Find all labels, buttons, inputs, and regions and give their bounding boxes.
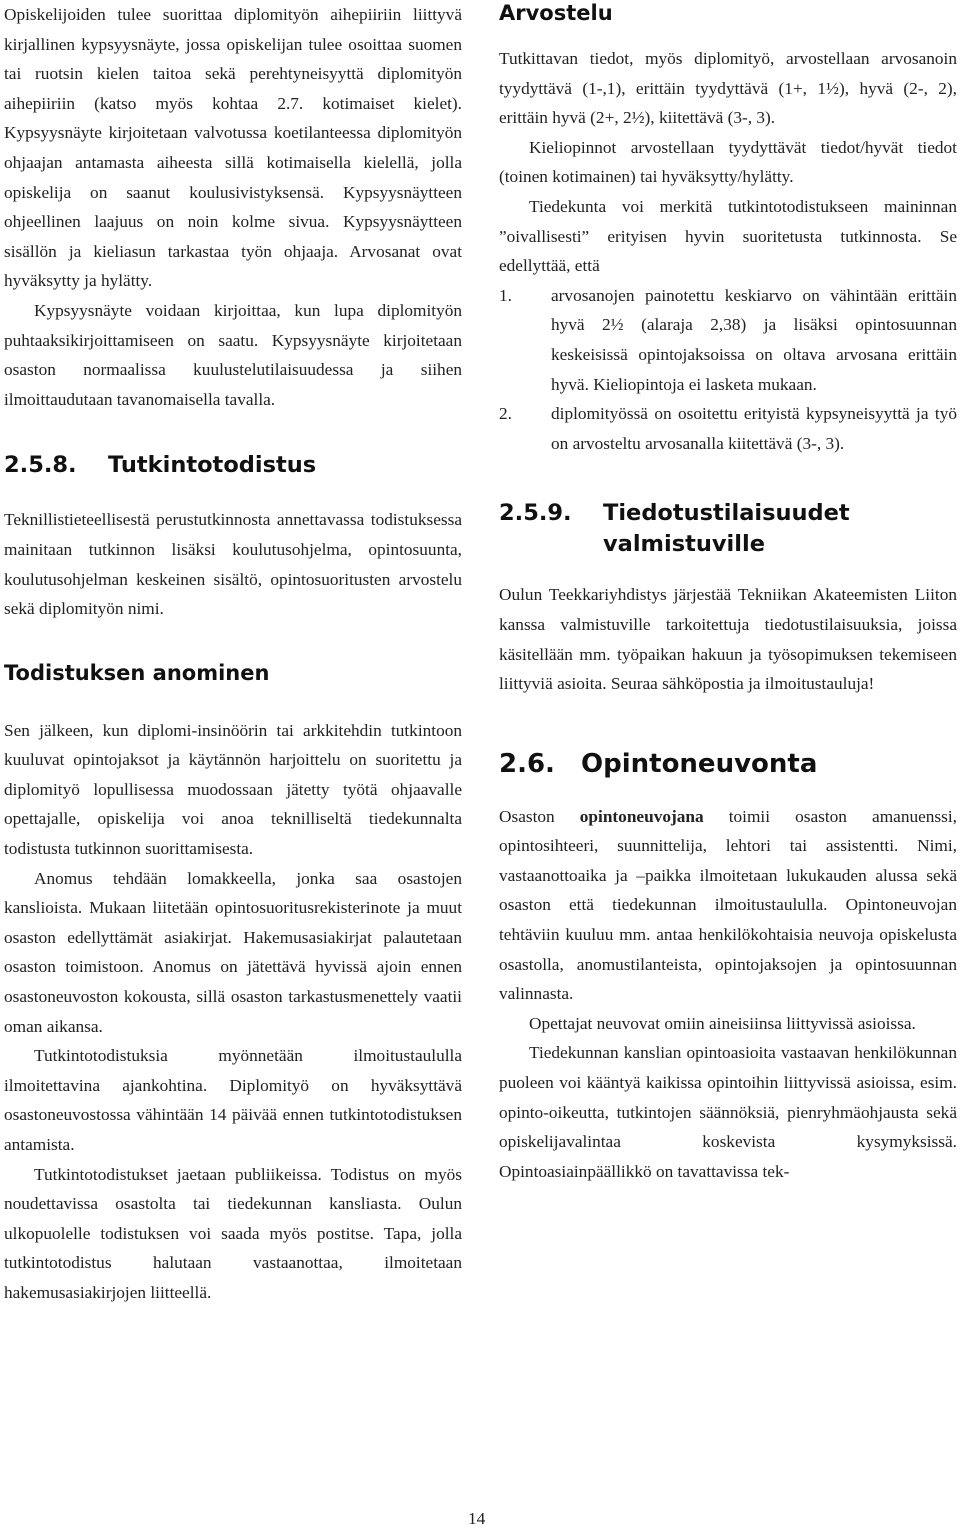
text-run: Osaston bbox=[499, 806, 580, 826]
paragraph-anominen-3: Tutkintotodistuksia myönnetään ilmoitustaululla ilmoitettavina ajankohtina. Diplomityö on hyväksyttävä osastoneuvostossa vähintään 14 päivää ennen tutkintotodistuksen antamista. bbox=[4, 1046, 462, 1154]
paragraph-tiedotustilaisuudet: Oulun Teekkariyhdistys järjestää Tekniikan Akateemisten Liiton kanssa valmistuville tarkoitettuja tiedotustilaisuuksia, joissa käsitellään mm. työpaikan hakuun ja työsopimuksen tekemiseen liittyviä asioita. Seuraa sähköpostia ja ilmoitustauluja! bbox=[499, 585, 957, 694]
paragraph-arvostelu-1: Tutkittavan tiedot, myös diplomityö, arvostellaan arvosanoin tyydyttävä (1-,1), erittäin tyydyttävä (1+, 1½), hyvä (2-, 2), erittäin hyvä (2+, 2½), kiitettävä (3-, 3). bbox=[499, 49, 957, 128]
list-marker: 1. bbox=[499, 285, 512, 305]
paragraph-anominen-4: Tutkintotodistukset jaetaan publiikeissa. Todistus on myös noudettavissa osastolta tai tiedekunnan kansliasta. Oulun ulkopuolelle todistuksen voi saada myös postitse. Tapa, jolla tutkintotodistus halutaan vastaanottaa, ilmoitetaan hakemusasiakirjojen liitteellä. bbox=[4, 1164, 462, 1302]
paragraph-anominen-2: Anomus tehdään lomakkeella, jonka saa osastojen kanslioista. Mukaan liitetään opintosuoritusrekisterinote ja muut osaston edellyttämät asiakirjat. Hakemusasiakirjat palautetaan osaston toimistoon. Anomus on jätettävä hyvissä ajoin ennen osastoneuvoston kokousta, sillä osaston tarkastusmenettely vaatii oman aikansa. bbox=[4, 868, 462, 1036]
paragraph-opintoneuvonta-3: Tiedekunnan kanslian opintoasioita vastaavan henkilökunnan puoleen voi kääntyä kaikissa opintoihin liittyvissä asioissa, esim. opinto-oikeutta, tutkintojen säännöksiä, pienryhmäohjausta sekä opiskelijavalintaa koskevista kysymyksissä. Opintoasiainpäällikkö on tavattavissa tek- bbox=[499, 1043, 957, 1181]
section-number: 2.5.8. bbox=[4, 452, 77, 479]
paragraph-anominen-1: Sen jälkeen, kun diplomi-insinöörin tai arkkitehdin tutkintoon kuuluvat opintojaksot ja käytännön harjoittelu on suoritettu ja diplomityö lopullisessa muodossaan jätetty työtä ohjaavalle opettajalle, opiskelija voi anoa teknilliseltä tiedekunnalta todistusta tutkinnon suorittamisesta. bbox=[4, 720, 462, 859]
section-title: Opintoneuvonta bbox=[581, 748, 818, 779]
section-heading-2-5-9 bbox=[499, 498, 957, 560]
paragraph-arvostelu-3: Tiedekunta voi merkitä tutkintotodistukseen maininnan ”oivallisesti” erityisen hyvin suoritetusta tutkinnosta. Se edellyttää, että bbox=[499, 196, 957, 276]
section-title: Tutkintotodistus bbox=[108, 452, 317, 479]
list-item bbox=[499, 281, 957, 399]
section-heading-2-6 bbox=[499, 749, 957, 780]
paragraph-opintoneuvonta-1 bbox=[499, 802, 957, 1009]
paragraph-arvostelu-2: Kieliopinnot arvostellaan tyydyttävät tiedot/hyvät tiedot (toinen kotimainen) tai hyväksytty/hylätty. bbox=[499, 137, 957, 187]
criteria-list bbox=[499, 281, 957, 459]
text-run: toimii osaston amanuenssi, opintosihteeri, suunnittelija, lehtori tai assistentti. Nimi, vastaanottoaika ja –paikka ilmoitetaan lukukauden alussa sekä osaston että tiedekunnan ilmoitustaululla. Opintoneuvojan tehtäviin kuuluu mm. antaa henkilökohtaisia neuvoja opiskelusta osastolla, anomustilanteista, opintojaksojen ja opintosuunnan valinnasta. bbox=[499, 806, 957, 1004]
section-heading-2-5-8 bbox=[4, 450, 462, 481]
emphasis-opintoneuvojana: opintoneuvojana bbox=[579, 806, 704, 826]
paragraph-kypsyysnayte: Opiskelijoiden tulee suorittaa diplomityön aihepiiriin liittyvä kirjallinen kypsyysnäyte, jossa opiskelijan tulee osoittaa suomen tai ruotsin kielen taitoa sekä perehtyneisyyttä diplomityön aihepiiriin (katso myös kohtaa 2.7. kotimaiset kielet). Kypsyysnäyte kirjoitetaan valvotussa koetilanteessa diplomityön ohjaajan antamasta aiheesta sillä kotimaisella kielellä, jolla opiskelija on saanut koulusivistyksensä. Kypsyysnäytteen ohjeellinen laajuus on noin kolme sivua. Kypsyysnäytteen sisällön ja kieliasun tarkastaa työn ohjaaja. Arvosanat ovat hyväksytty ja hylätty. bbox=[4, 5, 462, 291]
left-column bbox=[4, 0, 462, 1308]
section-title: Tiedotustilaisuudet valmistuville bbox=[603, 500, 850, 558]
list-item-text: arvosanojen painotettu keskiarvo on vähintään erittäin hyvä 2½ (alaraja 2,38) ja lisäksi opintosuunnan keskeisissä opintojaksoissa on oltava arvosana erittäin hyvä. Kieliopintoja ei lasketa mukaan. bbox=[551, 285, 957, 394]
subheading-todistuksen-anominen: Todistuksen anominen bbox=[4, 660, 270, 685]
list-item bbox=[499, 399, 957, 458]
page-number: 14 bbox=[468, 1509, 486, 1528]
right-column bbox=[499, 0, 957, 1186]
section-number: 2.5.9. bbox=[499, 500, 572, 527]
paragraph-tutkintotodistus: Teknillistieteellisestä perustutkinnosta annettavassa todistuksessa mainitaan tutkinnon lisäksi koulutusohjelma, opintosuunta, koulutusohjelman keskeinen sisältö, opintosuoritusten arvostelu sekä diplomityön nimi. bbox=[4, 510, 462, 619]
paragraph-kypsyysnayte-timing: Kypsyysnäyte voidaan kirjoittaa, kun lupa diplomityön puhtaaksikirjoittamiseen on saatu. Kypsyysnäyte kirjoitetaan osaston normaalissa kuulustelutilaisuudessa ja siihen ilmoittaudutaan tavanomaisella tavalla. bbox=[4, 300, 462, 409]
subheading-arvostelu: Arvostelu bbox=[499, 1, 613, 25]
list-item-text: diplomityössä on osoitettu erityistä kypsyneisyyttä ja työ on arvosteltu arvosanalla kiitettävä (3-, 3). bbox=[551, 404, 957, 453]
paragraph-opintoneuvonta-2: Opettajat neuvovat omiin aineisiinsa liittyvissä asioissa. bbox=[529, 1013, 916, 1033]
section-number: 2.6. bbox=[499, 748, 555, 779]
list-marker: 2. bbox=[499, 404, 512, 424]
